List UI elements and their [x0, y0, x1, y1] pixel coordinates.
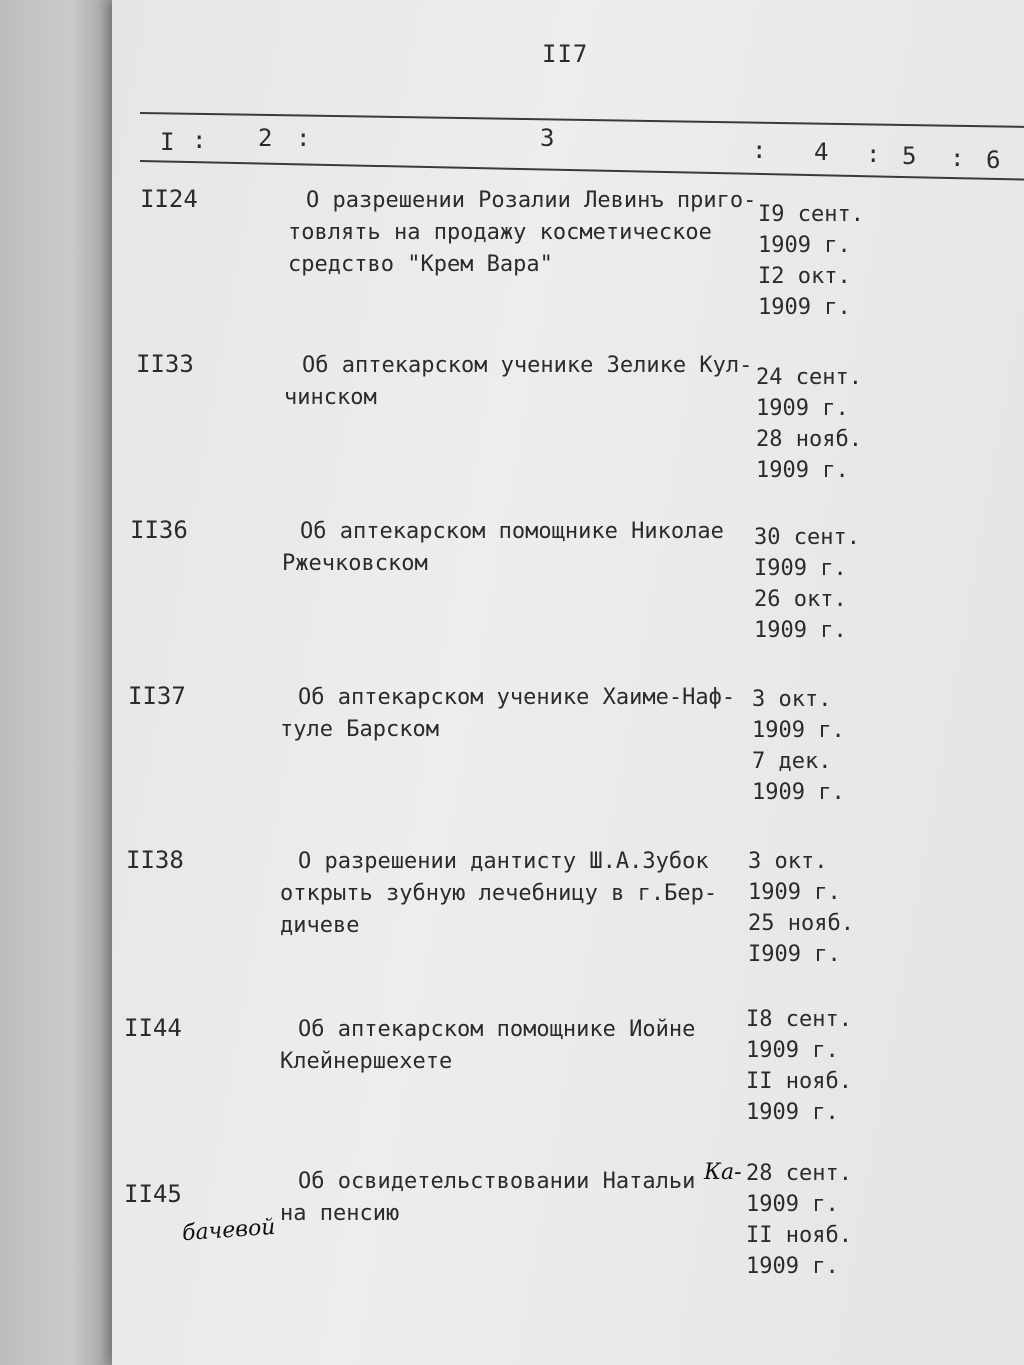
start-date: 30 сент.: [754, 525, 860, 550]
start-year: 1909 г.: [756, 396, 849, 421]
start-year: 1909 г.: [746, 1038, 839, 1063]
row-description: [280, 1014, 695, 1078]
start-date: 28 сент.: [746, 1161, 852, 1186]
column-header-6: 6: [986, 146, 1001, 174]
start-date: 24 сент.: [756, 365, 862, 390]
row-description: [284, 350, 752, 414]
column-header-1: I: [160, 128, 175, 156]
handwritten-annotation: Ка-: [704, 1160, 742, 1185]
table-row: [112, 1007, 1024, 1174]
start-year: 1909 г.: [752, 718, 845, 743]
end-year: 1909 г.: [754, 618, 847, 643]
row-dates: [746, 1004, 852, 1128]
start-date: 3 окт.: [748, 849, 828, 874]
end-date: 25 нояб.: [748, 911, 854, 936]
description-line: дичеве: [280, 913, 360, 938]
end-year: I909 г.: [748, 942, 841, 967]
description-line: Об аптекарском ученике Хаиме-Наф-: [298, 685, 736, 710]
row-number: II24: [140, 185, 198, 213]
row-description: [280, 846, 717, 942]
row-dates: [758, 199, 864, 323]
row-number: II45: [124, 1180, 182, 1208]
end-year: 1909 г.: [758, 295, 851, 320]
facing-page-edge: [0, 0, 118, 1365]
table-row: [112, 516, 1024, 676]
table-header-rule-bottom: [140, 160, 1024, 181]
table-header-rule-top: [140, 112, 1024, 128]
start-date: I9 сент.: [758, 202, 864, 227]
table-row: [112, 846, 1024, 1006]
column-header-2: 2: [258, 124, 273, 152]
row-number: II36: [130, 516, 188, 544]
row-dates: [748, 846, 854, 970]
start-date: I8 сент.: [746, 1007, 852, 1032]
table-row: [112, 185, 1024, 345]
start-year: 1909 г.: [748, 880, 841, 905]
column-header-4: 4: [814, 138, 829, 166]
table-row: [112, 1160, 1024, 1340]
description-line: чинском: [284, 385, 377, 410]
end-year: 1909 г.: [752, 780, 845, 805]
end-date: II нояб.: [746, 1223, 852, 1248]
row-description: [280, 1166, 695, 1230]
description-line: Об аптекарском помощнике Иойне: [298, 1017, 696, 1042]
description-line: туле Барском: [280, 717, 439, 742]
description-line: на пенсию: [280, 1201, 400, 1226]
page-number: II7: [542, 40, 589, 68]
row-number: II33: [136, 350, 194, 378]
table-row: [112, 350, 1024, 510]
end-year: 1909 г.: [756, 458, 849, 483]
end-date: 26 окт.: [754, 587, 847, 612]
document-page: [112, 0, 1024, 1365]
end-year: 1909 г.: [746, 1254, 839, 1279]
end-date: II нояб.: [746, 1069, 852, 1094]
row-number: II37: [128, 682, 186, 710]
description-line: Ржечковском: [282, 551, 428, 576]
start-year: 1909 г.: [758, 233, 851, 258]
handwritten-annotation: бачевой: [181, 1214, 277, 1247]
end-date: 7 дек.: [752, 749, 832, 774]
end-date: 28 нояб.: [756, 427, 862, 452]
description-line: Об аптекарском помощнике Николае: [300, 519, 724, 544]
column-separator: :: [192, 126, 207, 154]
description-line: средство "Крем Вара": [288, 252, 553, 277]
row-number: II44: [124, 1014, 182, 1042]
column-separator: :: [752, 136, 767, 164]
start-year: 1909 г.: [746, 1192, 839, 1217]
start-year: I909 г.: [754, 556, 847, 581]
row-description: [280, 682, 735, 746]
description-line: Клейнершехете: [280, 1049, 453, 1074]
description-line: Об аптекарском ученике Зелике Кул-: [302, 353, 753, 378]
description-line: О разрешении Розалии Левинъ приго-: [306, 188, 757, 213]
description-line: Об освидетельствовании Натальи: [298, 1169, 696, 1194]
table-row: [112, 682, 1024, 842]
column-header-3: 3: [540, 124, 555, 152]
end-year: 1909 г.: [746, 1100, 839, 1125]
row-dates: [754, 522, 860, 646]
start-date: 3 окт.: [752, 687, 832, 712]
row-number: II38: [126, 846, 184, 874]
row-description: [288, 185, 756, 281]
column-header-5: 5: [902, 142, 917, 170]
row-dates: [746, 1158, 852, 1282]
row-description: [282, 516, 724, 580]
row-dates: [752, 684, 845, 808]
column-separator: :: [866, 140, 881, 168]
description-line: товлять на продажу косметическое: [288, 220, 712, 245]
column-separator: :: [296, 124, 311, 152]
description-line: открыть зубную лечебницу в г.Бер-: [280, 881, 718, 906]
column-separator: :: [950, 144, 965, 172]
end-date: I2 окт.: [758, 264, 851, 289]
row-dates: [756, 362, 862, 486]
description-line: О разрешении дантисту Ш.А.Зубок: [298, 849, 709, 874]
